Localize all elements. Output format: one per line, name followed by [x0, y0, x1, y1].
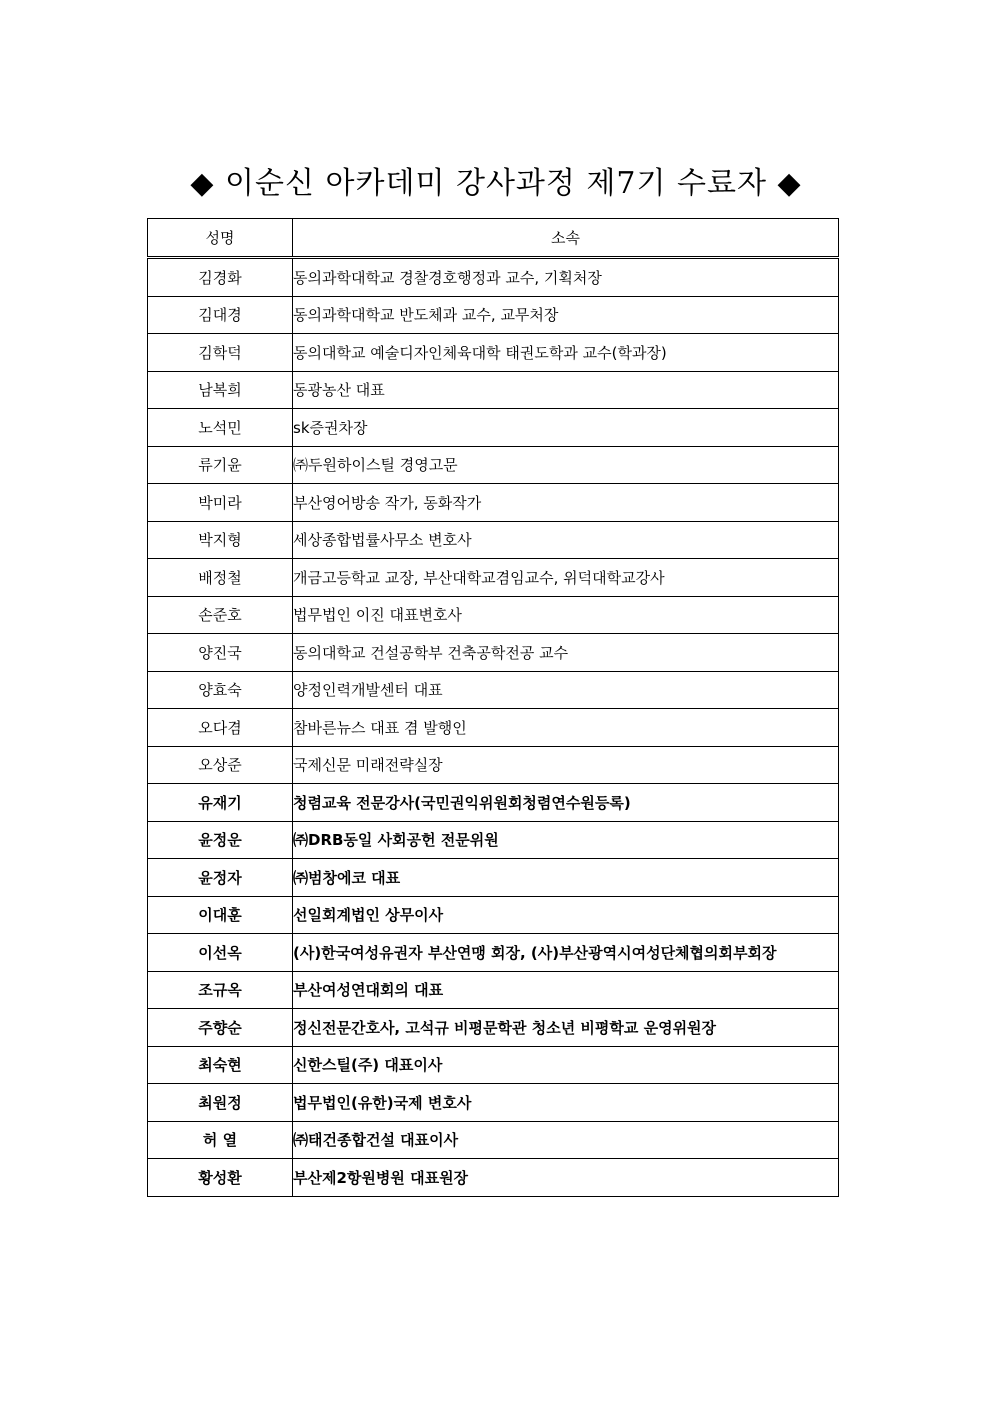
table-row — [148, 896, 839, 934]
member-affiliation: 양정인력개발센터 대표 — [293, 671, 839, 709]
member-affiliation: (사)한국여성유권자 부산연맹 회장, (사)부산광역시여성단체협의회부회장 — [293, 934, 839, 972]
member-name: 이대훈 — [148, 896, 293, 934]
member-affiliation: 선일회계법인 상무이사 — [293, 896, 839, 934]
table-row — [148, 859, 839, 897]
table-row — [148, 671, 839, 709]
member-name: 양진국 — [148, 634, 293, 672]
table-row — [148, 1084, 839, 1122]
table-body — [148, 258, 839, 1197]
table-row — [148, 971, 839, 1009]
member-name: 류기윤 — [148, 446, 293, 484]
header-name: 성명 — [148, 219, 293, 258]
member-name: 손준호 — [148, 596, 293, 634]
member-affiliation: 법무법인(유한)국제 변호사 — [293, 1084, 839, 1122]
member-affiliation: 국제신문 미래전략실장 — [293, 746, 839, 784]
member-name: 최원정 — [148, 1084, 293, 1122]
table-row — [148, 634, 839, 672]
graduates-table — [147, 218, 839, 1197]
member-affiliation: 청렴교육 전문강사(국민권익위원회청렴연수원등록) — [293, 784, 839, 822]
member-name: 박미라 — [148, 484, 293, 522]
member-name: 윤정자 — [148, 859, 293, 897]
member-affiliation: 동광농산 대표 — [293, 371, 839, 409]
member-affiliation: 신한스틸(주) 대표이사 — [293, 1046, 839, 1084]
table-row — [148, 559, 839, 597]
table-row — [148, 1159, 839, 1197]
member-name: 양효숙 — [148, 671, 293, 709]
table-row — [148, 1009, 839, 1047]
member-name: 김대경 — [148, 296, 293, 334]
member-name: 오상준 — [148, 746, 293, 784]
table-row — [148, 484, 839, 522]
member-name: 김경화 — [148, 258, 293, 297]
member-affiliation: 부산제2항원병원 대표원장 — [293, 1159, 839, 1197]
member-name: 황성환 — [148, 1159, 293, 1197]
member-affiliation: 동의과학대학교 반도체과 교수, 교무처장 — [293, 296, 839, 334]
member-affiliation: sk증권차장 — [293, 409, 839, 447]
member-affiliation: 동의대학교 예술디자인체육대학 태권도학과 교수(학과장) — [293, 334, 839, 372]
table-row — [148, 821, 839, 859]
table-row — [148, 709, 839, 747]
member-affiliation: 부산여성연대회의 대표 — [293, 971, 839, 1009]
member-name: 주향순 — [148, 1009, 293, 1047]
member-affiliation: 동의과학대학교 경찰경호행정과 교수, 기획처장 — [293, 258, 839, 297]
table-row — [148, 934, 839, 972]
table-row — [148, 1121, 839, 1159]
page-title: ◆ 이순신 아카데미 강사과정 제7기 수료자 ◆ — [190, 166, 802, 201]
member-name: 유재기 — [148, 784, 293, 822]
member-name: 박지형 — [148, 521, 293, 559]
member-name: 김학덕 — [148, 334, 293, 372]
member-name: 허 열 — [148, 1121, 293, 1159]
member-affiliation: 개금고등학교 교장, 부산대학교겸임교수, 위덕대학교강사 — [293, 559, 839, 597]
member-affiliation: 정신전문간호사, 고석규 비평문학관 청소년 비평학교 운영위원장 — [293, 1009, 839, 1047]
table-row — [148, 521, 839, 559]
member-affiliation: ㈜DRB동일 사회공헌 전문위원 — [293, 821, 839, 859]
member-affiliation: ㈜두원하이스틸 경영고문 — [293, 446, 839, 484]
table-row — [148, 1046, 839, 1084]
member-name: 조규옥 — [148, 971, 293, 1009]
header-affiliation: 소속 — [293, 219, 839, 258]
member-affiliation: ㈜태건종합건설 대표이사 — [293, 1121, 839, 1159]
member-name: 윤정운 — [148, 821, 293, 859]
table-row — [148, 258, 839, 297]
table-row — [148, 409, 839, 447]
member-affiliation: 동의대학교 건설공학부 건축공학전공 교수 — [293, 634, 839, 672]
table-row — [148, 446, 839, 484]
member-name: 남복희 — [148, 371, 293, 409]
member-name: 오다겸 — [148, 709, 293, 747]
table-row — [148, 746, 839, 784]
member-affiliation: 참바른뉴스 대표 겸 발행인 — [293, 709, 839, 747]
member-affiliation: 세상종합법률사무소 변호사 — [293, 521, 839, 559]
member-affiliation: 부산영어방송 작가, 동화작가 — [293, 484, 839, 522]
table-row — [148, 784, 839, 822]
table-row — [148, 334, 839, 372]
member-name: 이선옥 — [148, 934, 293, 972]
table-row — [148, 371, 839, 409]
table-header-row — [148, 219, 839, 258]
table-row — [148, 296, 839, 334]
member-name: 노석민 — [148, 409, 293, 447]
table-row — [148, 596, 839, 634]
member-name: 배정철 — [148, 559, 293, 597]
member-affiliation: ㈜범창에코 대표 — [293, 859, 839, 897]
member-name: 최숙현 — [148, 1046, 293, 1084]
member-affiliation: 법무법인 이진 대표변호사 — [293, 596, 839, 634]
